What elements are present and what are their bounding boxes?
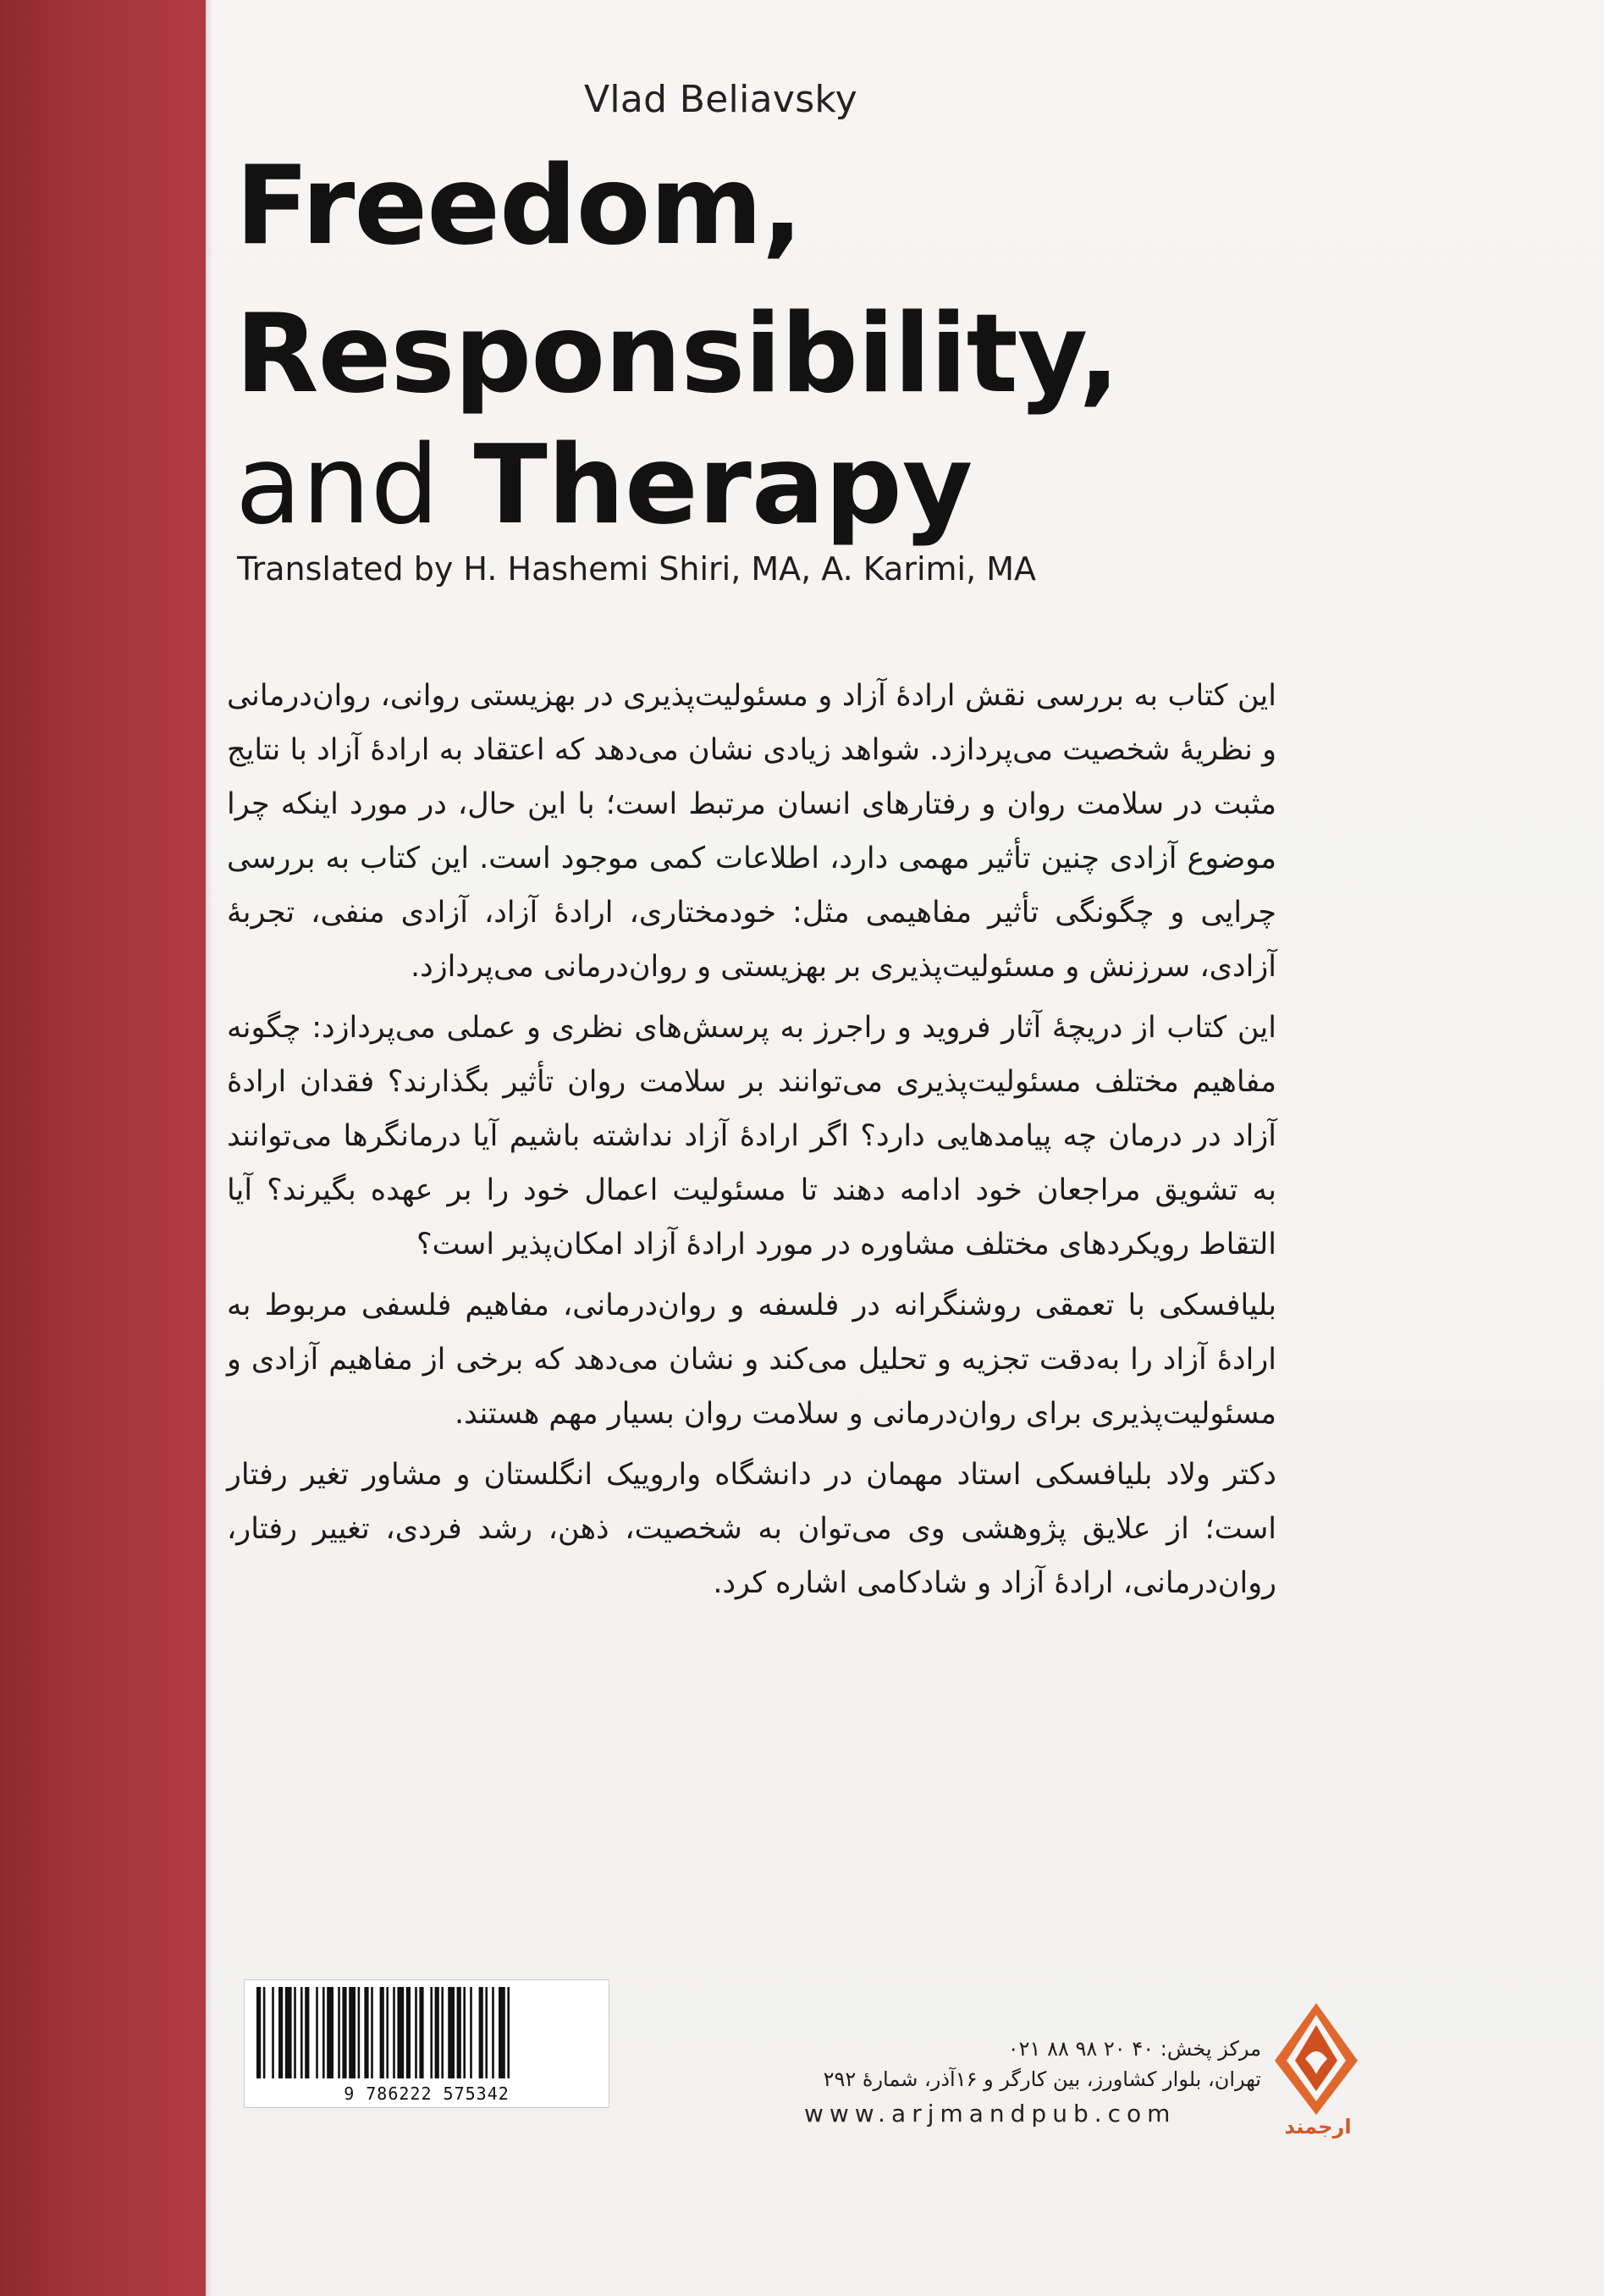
spine-shadow xyxy=(206,0,212,2296)
title-line-2: Responsibility, xyxy=(235,291,1119,417)
description-paragraph-4: دکتر ولاد بلیافسکی استاد مهمان در دانشگاه واروییک انگلستان و مشاور تغیر رفتار است؛ از علایق پژوهشی وی می‌توان به شخصیت، ذهن، رشد فردی، تغییر رفتار، روان‌درمانی، ارادهٔ آزاد و شادکامی اشاره کرد. xyxy=(227,1458,1276,1600)
description-paragraph-3: بلیافسکی با تعمقی روشنگرانه در فلسفه و روان‌درمانی، مفاهیم فلسفی مربوط به ارادهٔ آزاد را به‌دقت تجزیه و تحلیل می‌کند و نشان می‌دهد که برخی از مفاهیم آزادی و مسئولیت‌پذیری برای روان‌درمانی و سلامت روان بسیار مهم هستند. xyxy=(227,1289,1276,1431)
barcode-bars xyxy=(251,1987,602,2080)
publisher-name: ارجمند xyxy=(1284,2115,1352,2139)
book-spine xyxy=(0,0,206,2296)
title-line-1: Freedom, xyxy=(235,143,802,269)
publisher-logo-icon xyxy=(1270,2000,1363,2118)
isbn-barcode xyxy=(244,1979,609,2108)
author-name: Vlad Beliavsky xyxy=(584,78,857,121)
description-paragraph-2: این کتاب از دریچهٔ آثار فروید و راجرز به پرسش‌های نظری و عملی می‌پردازد: چگونه مفاهیم مختلف مسئولیت‌پذیری می‌توانند بر سلامت روان تأثیر بگذارند؟ فقدان ارادهٔ آزاد در درمان چه پیامدهایی دارد؟ اگر ارادهٔ آزاد نداشته باشیم آیا درمانگرها می‌توانند به تشویق مراجعان خود ادامه دهند تا مسئولیت اعمال خود را بر عهده بگیرند؟ آیا التقاط رویکردهای مختلف مشاوره در مورد ارادهٔ آزاد امکان‌پذیر است؟ xyxy=(227,1011,1276,1261)
distribution-address: تهران، بلوار کشاورز، بین کارگر و ۱۶آذر، شمارهٔ ۲۹۲ xyxy=(823,2067,1261,2091)
book-description xyxy=(227,669,1276,1617)
distribution-info xyxy=(804,2034,1261,2128)
title-word-therapy: Therapy xyxy=(473,422,973,549)
publisher-website: www.arjmandpub.com xyxy=(804,2100,1177,2128)
barcode-number: 9 786222 575342 xyxy=(344,2084,510,2104)
title-line-3 xyxy=(235,422,973,549)
description-paragraph-1: این کتاب به بررسی نقش ارادهٔ آزاد و مسئولیت‌پذیری در بهزیستی روانی، روان‌درمانی و نظریهٔ شخصیت می‌پردازد. شواهد زیادی نشان می‌دهد که اعتقاد به ارادهٔ آزاد با نتایج مثبت در سلامت روان و رفتارهای انسان مرتبط است؛ با این حال، در مورد اینکه چرا موضوع آزادی چنین تأثیر مهمی دارد، اطلاعات کمی موجود است. این کتاب به بررسی چرایی و چگونگی تأثیر مفاهیمی مثل: خودمختاری، ارادهٔ آزاد، آزادی منفی، تجربهٔ آزادی، سرزنش و مسئولیت‌پذیری بر بهزیستی و روان‌درمانی می‌پردازد. xyxy=(227,679,1276,984)
translator-credit: Translated by H. Hashemi Shiri, MA, A. Karimi, MA xyxy=(237,550,1037,588)
title-word-and: and xyxy=(235,422,439,549)
distribution-phone: مرکز پخش: ۴۰ ۲۰ ۹۸ ۸۸ ۰۲۱ xyxy=(1007,2037,1261,2061)
